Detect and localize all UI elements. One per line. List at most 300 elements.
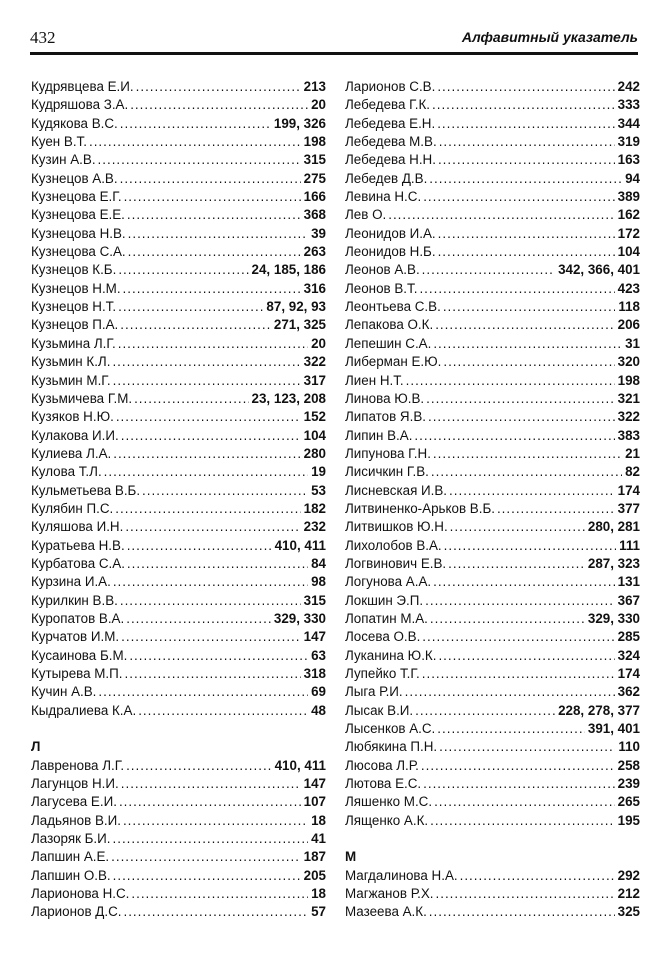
entry-pages: 368 bbox=[303, 207, 326, 223]
index-entry bbox=[345, 225, 640, 243]
entry-pages: 362 bbox=[617, 684, 640, 700]
entry-pages: 410, 411 bbox=[274, 537, 326, 553]
index-entry bbox=[345, 885, 640, 903]
index-entry bbox=[31, 372, 326, 390]
entry-pages: 322 bbox=[617, 409, 640, 425]
entry-pages: 280 bbox=[303, 445, 326, 461]
entry-pages: 104 bbox=[617, 244, 640, 260]
entry-pages: 172 bbox=[617, 225, 640, 241]
leader-dots bbox=[113, 445, 300, 463]
index-entry bbox=[345, 463, 640, 481]
leader-dots bbox=[127, 206, 301, 224]
index-entry bbox=[345, 592, 640, 610]
leader-dots bbox=[431, 463, 622, 481]
entry-name: Кульметьева В.Б. bbox=[31, 482, 141, 498]
index-entry bbox=[31, 812, 326, 830]
index-entry bbox=[31, 298, 326, 316]
entry-name: Лебедева Г.К. bbox=[345, 97, 431, 113]
leader-dots bbox=[430, 812, 615, 830]
index-column-left bbox=[31, 78, 326, 922]
leader-dots bbox=[388, 206, 614, 224]
entry-pages: 174 bbox=[617, 666, 640, 681]
leader-dots bbox=[429, 903, 615, 921]
entry-name: Липатов Я.В. bbox=[345, 409, 426, 425]
entry-pages: 187 bbox=[303, 849, 326, 865]
leader-dots bbox=[434, 793, 615, 811]
index-entry bbox=[31, 610, 326, 628]
entry-pages: 198 bbox=[617, 372, 640, 388]
leader-dots bbox=[128, 243, 301, 261]
leader-dots bbox=[414, 427, 614, 445]
index-entry bbox=[345, 445, 640, 463]
entry-name: Лосева О.В. bbox=[345, 629, 421, 645]
index-entry bbox=[345, 812, 640, 830]
entry-pages: 213 bbox=[303, 79, 326, 94]
index-entry bbox=[31, 867, 326, 885]
leader-dots bbox=[118, 335, 308, 353]
entry-name: Ларионов Д.С. bbox=[31, 904, 122, 920]
index-entry bbox=[31, 115, 326, 133]
entry-pages: 228, 278, 377 bbox=[558, 702, 640, 718]
entry-name: Лопатин М.А. bbox=[345, 610, 428, 626]
entry-name: Кузьмин М.Г. bbox=[31, 372, 111, 388]
entry-name: Литвиненко-Арьков В.Б. bbox=[345, 500, 495, 516]
index-entry bbox=[31, 316, 326, 334]
entry-name: Лисневская И.В. bbox=[345, 482, 448, 498]
index-entry bbox=[345, 115, 640, 133]
entry-pages: 166 bbox=[303, 189, 326, 205]
section-letter: Л bbox=[31, 739, 41, 755]
index-entry bbox=[31, 78, 326, 96]
entry-pages: 63 bbox=[311, 647, 326, 663]
entry-name: Кулова Т.Л. bbox=[31, 464, 102, 480]
index-entry bbox=[345, 665, 640, 683]
entry-name: Кузнецов А.В. bbox=[31, 170, 118, 186]
entry-pages: 174 bbox=[617, 482, 640, 498]
entry-name: Кудрявцева Е.И. bbox=[31, 79, 134, 94]
leader-dots bbox=[120, 316, 271, 334]
entry-pages: 324 bbox=[617, 647, 640, 663]
leader-dots bbox=[438, 151, 615, 169]
section-gap bbox=[31, 720, 326, 738]
leader-dots bbox=[134, 390, 248, 408]
entry-pages: 325 bbox=[617, 904, 640, 920]
entry-pages: 315 bbox=[303, 152, 326, 168]
leader-dots bbox=[448, 555, 585, 573]
entry-name: Любякина П.Н. bbox=[345, 739, 438, 755]
entry-pages: 344 bbox=[617, 115, 640, 131]
index-entry bbox=[345, 427, 640, 445]
leader-dots bbox=[438, 225, 615, 243]
index-entry bbox=[345, 280, 640, 298]
leader-dots bbox=[450, 518, 585, 536]
index-entry bbox=[31, 683, 326, 701]
entry-name: Лебедева Н.Н. bbox=[345, 152, 436, 168]
entry-name: Лавренова Л.Г. bbox=[31, 757, 125, 773]
entry-pages: 367 bbox=[617, 592, 640, 608]
leader-dots bbox=[118, 298, 263, 316]
entry-name: Кузнецова Е.Е. bbox=[31, 207, 125, 223]
index-entry bbox=[31, 903, 326, 921]
index-entry bbox=[345, 867, 640, 885]
leader-dots bbox=[423, 188, 614, 206]
leader-dots bbox=[138, 702, 308, 720]
index-entry bbox=[31, 188, 326, 206]
leader-dots bbox=[111, 848, 301, 866]
page-header bbox=[30, 26, 638, 52]
leader-dots bbox=[444, 537, 616, 555]
entry-pages: 19 bbox=[311, 464, 326, 480]
entry-name: Кузьмичева Г.М. bbox=[31, 390, 133, 406]
index-entry bbox=[31, 206, 326, 224]
entry-pages: 242 bbox=[617, 79, 640, 94]
leader-dots bbox=[497, 500, 615, 518]
leader-dots bbox=[405, 683, 615, 701]
entry-name: Липин В.А. bbox=[345, 427, 413, 443]
entry-name: Лебедев Д.В. bbox=[345, 170, 428, 186]
index-entry bbox=[31, 573, 326, 591]
leader-dots bbox=[436, 885, 615, 903]
leader-dots bbox=[113, 830, 309, 848]
entry-name: Лященко А.К. bbox=[345, 812, 429, 828]
leader-dots bbox=[120, 170, 301, 188]
index-entry bbox=[345, 647, 640, 665]
entry-pages: 239 bbox=[617, 776, 640, 792]
entry-pages: 199, 326 bbox=[273, 115, 326, 131]
entry-pages: 377 bbox=[617, 500, 640, 516]
entry-pages: 69 bbox=[311, 684, 326, 700]
entry-pages: 275 bbox=[303, 170, 326, 186]
index-entry bbox=[31, 261, 326, 279]
index-entry bbox=[345, 903, 640, 921]
leader-dots bbox=[125, 518, 300, 536]
index-entry bbox=[345, 206, 640, 224]
entry-name: Лупейко Т.Г. bbox=[345, 666, 420, 681]
entry-pages: 333 bbox=[617, 97, 640, 113]
entry-name: Леонидов И.А. bbox=[345, 225, 436, 241]
leader-dots bbox=[126, 610, 271, 628]
entry-name: Лев О. bbox=[345, 207, 387, 223]
entry-name: Лисичкин Г.В. bbox=[345, 464, 429, 480]
index-entry bbox=[31, 793, 326, 811]
entry-name: Кусаинова Б.М. bbox=[31, 647, 128, 663]
running-title: Алфавитный указатель bbox=[461, 29, 638, 45]
index-entry bbox=[345, 555, 640, 573]
entry-name: Кузин А.В. bbox=[31, 152, 96, 168]
leader-dots bbox=[128, 225, 308, 243]
entry-pages: 322 bbox=[303, 354, 326, 370]
index-entry bbox=[345, 188, 640, 206]
entry-name: Лысенков А.С. bbox=[345, 721, 436, 737]
index-entry bbox=[31, 757, 326, 775]
leader-dots bbox=[121, 775, 301, 793]
entry-pages: 318 bbox=[303, 666, 326, 681]
entry-pages: 329, 330 bbox=[587, 610, 640, 626]
leader-dots bbox=[443, 298, 616, 316]
entry-name: Кутырева М.П. bbox=[31, 666, 123, 681]
entry-name: Курчатов И.М. bbox=[31, 629, 120, 645]
entry-pages: 410, 411 bbox=[274, 757, 326, 773]
index-entry bbox=[31, 133, 326, 151]
entry-name: Кузнецов К.Б. bbox=[31, 262, 117, 278]
entry-pages: 87, 92, 93 bbox=[266, 299, 326, 315]
entry-pages: 104 bbox=[303, 427, 326, 443]
index-entry bbox=[345, 133, 640, 151]
leader-dots bbox=[120, 115, 271, 133]
entry-pages: 315 bbox=[303, 592, 326, 608]
index-entry bbox=[31, 463, 326, 481]
entry-name: Ладьянов В.И. bbox=[31, 812, 121, 828]
entry-name: Кузнецова Н.В. bbox=[31, 225, 126, 241]
entry-name: Лютова Е.С. bbox=[345, 776, 422, 792]
entry-name: Лазоряк Б.И. bbox=[31, 831, 111, 847]
entry-pages: 329, 330 bbox=[273, 610, 326, 626]
index-entry bbox=[345, 353, 640, 371]
leader-dots bbox=[438, 243, 615, 261]
entry-pages: 212 bbox=[617, 886, 640, 902]
entry-pages: 147 bbox=[303, 776, 326, 792]
index-entry bbox=[31, 500, 326, 518]
leader-dots bbox=[426, 390, 615, 408]
leader-dots bbox=[435, 316, 614, 334]
entry-name: Лебедева М.В. bbox=[345, 134, 437, 150]
index-entry bbox=[31, 390, 326, 408]
entry-pages: 317 bbox=[303, 372, 326, 388]
entry-pages: 280, 281 bbox=[587, 519, 640, 535]
entry-pages: 111 bbox=[619, 537, 640, 553]
header-rule bbox=[30, 52, 638, 55]
leader-dots bbox=[136, 78, 301, 96]
entry-name: Магжанов Р.Х. bbox=[345, 886, 434, 902]
entry-pages: 205 bbox=[303, 867, 326, 883]
entry-name: Куляшова И.Н. bbox=[31, 519, 124, 535]
entry-name: Лепешин С.А. bbox=[345, 335, 432, 351]
entry-pages: 263 bbox=[303, 244, 326, 260]
entry-pages: 53 bbox=[311, 482, 326, 498]
entry-name: Лиен Н.Т. bbox=[345, 372, 404, 388]
entry-name: Курзина И.А. bbox=[31, 574, 111, 590]
entry-name: Кулакова И.И. bbox=[31, 427, 119, 443]
leader-dots bbox=[115, 500, 300, 518]
leader-dots bbox=[127, 555, 308, 573]
entry-name: Леонидов Н.Б. bbox=[345, 244, 436, 260]
index-entry bbox=[31, 335, 326, 353]
index-entry bbox=[345, 793, 640, 811]
index-entry bbox=[345, 78, 640, 96]
index-entry bbox=[31, 243, 326, 261]
entry-name: Леонтьева С.В. bbox=[345, 299, 441, 315]
entry-name: Кулиева Л.А. bbox=[31, 445, 112, 461]
entry-name: Кузнецова С.А. bbox=[31, 244, 126, 260]
entry-name: Кулябин П.С. bbox=[31, 500, 114, 516]
leader-dots bbox=[439, 133, 615, 151]
leader-dots bbox=[432, 96, 615, 114]
entry-name: Магдалинова Н.А. bbox=[345, 867, 458, 883]
leader-dots bbox=[123, 812, 308, 830]
entry-pages: 152 bbox=[303, 409, 326, 425]
entry-name: Куропатов В.А. bbox=[31, 610, 125, 626]
entry-pages: 319 bbox=[617, 134, 640, 150]
entry-pages: 107 bbox=[303, 794, 326, 810]
entry-name: Куен В.Т. bbox=[31, 134, 87, 150]
index-column-right bbox=[345, 78, 640, 922]
leader-dots bbox=[113, 867, 301, 885]
entry-pages: 271, 325 bbox=[273, 317, 326, 333]
entry-name: Логунова А.А. bbox=[345, 574, 432, 590]
index-entry bbox=[345, 573, 640, 591]
leader-dots bbox=[419, 280, 614, 298]
index-entry bbox=[345, 96, 640, 114]
leader-dots bbox=[113, 573, 308, 591]
entry-pages: 258 bbox=[617, 757, 640, 773]
index-entry bbox=[345, 537, 640, 555]
index-entry bbox=[31, 427, 326, 445]
index-entry bbox=[345, 151, 640, 169]
entry-pages: 292 bbox=[617, 867, 640, 883]
entry-name: Луканина Ю.К. bbox=[345, 647, 437, 663]
index-entry bbox=[31, 592, 326, 610]
entry-pages: 391, 401 bbox=[587, 721, 640, 737]
entry-pages: 321 bbox=[617, 390, 640, 406]
index-entry bbox=[345, 408, 640, 426]
entry-pages: 118 bbox=[618, 299, 640, 315]
entry-pages: 198 bbox=[303, 134, 326, 150]
entry-name: Кузнецов Н.М. bbox=[31, 280, 121, 296]
index-entry bbox=[345, 261, 640, 279]
leader-dots bbox=[438, 647, 614, 665]
leader-dots bbox=[120, 592, 301, 610]
entry-pages: 31 bbox=[625, 335, 640, 351]
leader-dots bbox=[421, 757, 615, 775]
index-entry bbox=[345, 500, 640, 518]
leader-dots bbox=[433, 445, 622, 463]
index-entry bbox=[345, 628, 640, 646]
entry-pages: 383 bbox=[617, 427, 640, 443]
entry-pages: 206 bbox=[617, 317, 640, 333]
entry-name: Логвинович Е.В. bbox=[345, 555, 447, 571]
leader-dots bbox=[423, 775, 615, 793]
entry-pages: 110 bbox=[618, 739, 640, 755]
entry-name: Локшин Э.П. bbox=[345, 592, 424, 608]
entry-name: Кузьмин К.Л. bbox=[31, 354, 111, 370]
entry-name: Мазеева А.К. bbox=[345, 904, 427, 920]
entry-name: Лепакова О.К. bbox=[345, 317, 434, 333]
entry-name: Кузяков Н.Ю. bbox=[31, 409, 114, 425]
leader-dots bbox=[89, 133, 301, 151]
entry-pages: 24, 185, 186 bbox=[251, 262, 326, 278]
leader-dots bbox=[422, 665, 615, 683]
index-entry bbox=[345, 390, 640, 408]
entry-pages: 265 bbox=[617, 794, 640, 810]
index-entry bbox=[345, 316, 640, 334]
leader-dots bbox=[437, 78, 614, 96]
entry-name: Либерман Е.Ю. bbox=[345, 354, 442, 370]
entry-pages: 18 bbox=[311, 812, 326, 828]
leader-dots bbox=[428, 408, 615, 426]
entry-name: Курилкин В.В. bbox=[31, 592, 118, 608]
leader-dots bbox=[429, 170, 622, 188]
leader-dots bbox=[104, 463, 308, 481]
index-entry bbox=[345, 757, 640, 775]
leader-dots bbox=[123, 280, 301, 298]
entry-name: Ларионова Н.С. bbox=[31, 886, 130, 902]
index-entry bbox=[31, 518, 326, 536]
entry-name: Кузнецов Н.Т. bbox=[31, 299, 117, 315]
entry-name: Кучин А.В. bbox=[31, 684, 97, 700]
leader-dots bbox=[113, 372, 301, 390]
entry-name: Леонов А.В. bbox=[345, 262, 420, 278]
entry-name: Ляшенко М.С. bbox=[345, 794, 433, 810]
index-entry bbox=[31, 848, 326, 866]
leader-dots bbox=[121, 628, 301, 646]
leader-dots bbox=[415, 702, 555, 720]
index-entry bbox=[31, 445, 326, 463]
leader-dots bbox=[112, 353, 300, 371]
index-entry bbox=[31, 537, 326, 555]
index-entry bbox=[31, 702, 326, 720]
index-entry bbox=[31, 885, 326, 903]
page-number: 432 bbox=[30, 28, 56, 47]
leader-dots bbox=[118, 261, 248, 279]
index-entry bbox=[31, 665, 326, 683]
leader-dots bbox=[433, 335, 622, 353]
index-entry bbox=[31, 170, 326, 188]
entry-name: Лагусева Е.И. bbox=[31, 794, 117, 810]
leader-dots bbox=[124, 188, 301, 206]
leader-dots bbox=[123, 903, 308, 921]
leader-dots bbox=[130, 96, 308, 114]
entry-pages: 20 bbox=[311, 335, 326, 351]
leader-dots bbox=[125, 665, 301, 683]
index-entry bbox=[345, 518, 640, 536]
index-entry bbox=[345, 738, 640, 756]
entry-name: Липунова Г.Н. bbox=[345, 445, 431, 461]
index-entry bbox=[31, 408, 326, 426]
entry-name: Кудряшова З.А. bbox=[31, 97, 129, 113]
leader-dots bbox=[430, 610, 585, 628]
entry-pages: 195 bbox=[617, 812, 640, 828]
entry-pages: 18 bbox=[311, 886, 326, 902]
index-entry bbox=[31, 225, 326, 243]
leader-dots bbox=[131, 885, 308, 903]
entry-pages: 147 bbox=[303, 629, 326, 645]
entry-pages: 48 bbox=[311, 702, 326, 718]
entry-name: Лебедева Е.Н. bbox=[345, 115, 436, 131]
entry-name: Кузьмина Л.Г. bbox=[31, 335, 116, 351]
leader-dots bbox=[116, 408, 301, 426]
leader-dots bbox=[439, 738, 615, 756]
entry-pages: 82 bbox=[625, 464, 640, 480]
entry-name: Люсова Л.Р. bbox=[345, 757, 419, 773]
entry-name: Кыдралиева К.А. bbox=[31, 702, 137, 718]
index-entry bbox=[345, 702, 640, 720]
entry-name: Лагунцов Н.И. bbox=[31, 776, 119, 792]
leader-dots bbox=[142, 482, 308, 500]
entry-pages: 39 bbox=[311, 225, 326, 241]
leader-dots bbox=[422, 628, 614, 646]
leader-dots bbox=[422, 261, 555, 279]
entry-pages: 342, 366, 401 bbox=[558, 262, 640, 278]
leader-dots bbox=[433, 573, 615, 591]
entry-pages: 162 bbox=[617, 207, 640, 223]
leader-dots bbox=[449, 482, 615, 500]
leader-dots bbox=[119, 793, 301, 811]
index-entry bbox=[31, 830, 326, 848]
index-entry bbox=[31, 628, 326, 646]
leader-dots bbox=[126, 757, 272, 775]
leader-dots bbox=[425, 592, 615, 610]
leader-dots bbox=[127, 537, 272, 555]
